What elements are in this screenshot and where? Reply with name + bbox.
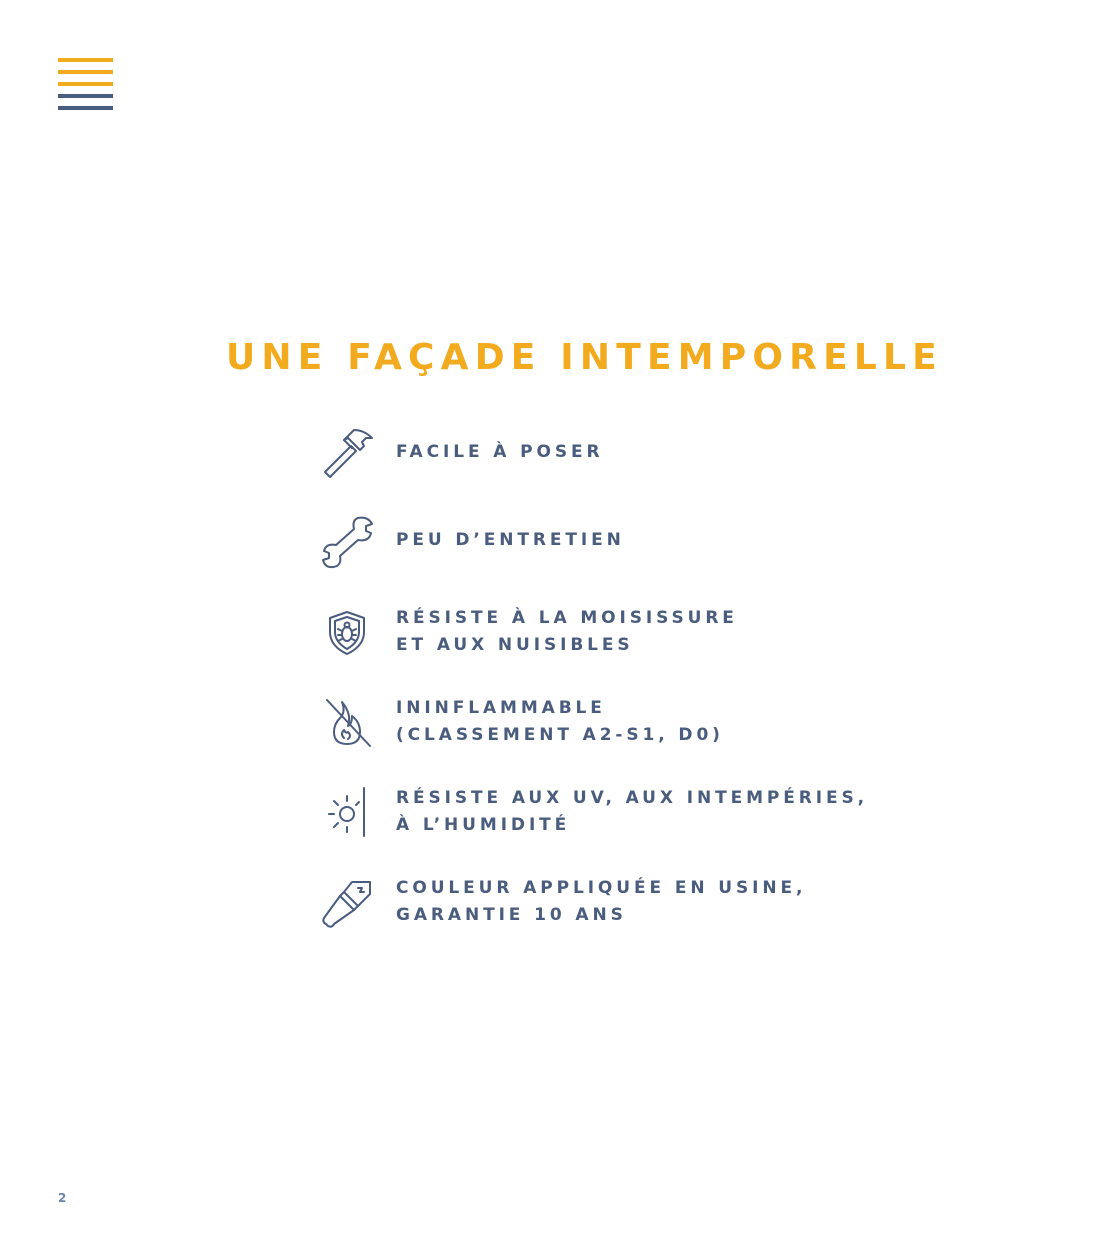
shield-bug-icon — [318, 604, 376, 662]
hammer-icon — [318, 424, 376, 482]
page-number: 2 — [58, 1191, 67, 1205]
feature-label-line: RÉSISTE À LA MOISISSURE — [396, 608, 738, 628]
feature-label-line: GARANTIE 10 ANS — [396, 905, 627, 925]
feature-label-line: (CLASSEMENT A2-S1, D0) — [396, 725, 724, 745]
wrench-icon — [318, 512, 376, 570]
sun-wall-icon — [318, 784, 376, 842]
feature-label-line: COULEUR APPLIQUÉE EN USINE, — [396, 878, 807, 898]
feature-label-line: ININFLAMMABLE — [396, 698, 606, 718]
page-title: UNE FAÇADE INTEMPORELLE — [226, 337, 943, 378]
striped-flag-logo — [58, 58, 113, 112]
feature-label-line: À L’HUMIDITÉ — [396, 815, 571, 835]
no-fire-icon — [318, 694, 376, 752]
logo-stripe — [58, 94, 113, 98]
feature-label-line: ET AUX NUISIBLES — [396, 635, 634, 655]
paintbrush-icon — [318, 874, 376, 932]
logo-stripe — [58, 82, 113, 86]
logo-stripe — [58, 106, 113, 110]
logo-stripe — [58, 58, 113, 62]
feature-label-line: FACILE À POSER — [396, 442, 604, 462]
feature-label-line: RÉSISTE AUX UV, AUX INTEMPÉRIES, — [396, 788, 868, 808]
logo-stripe — [58, 70, 113, 74]
feature-label-line: PEU D’ENTRETIEN — [396, 530, 625, 550]
